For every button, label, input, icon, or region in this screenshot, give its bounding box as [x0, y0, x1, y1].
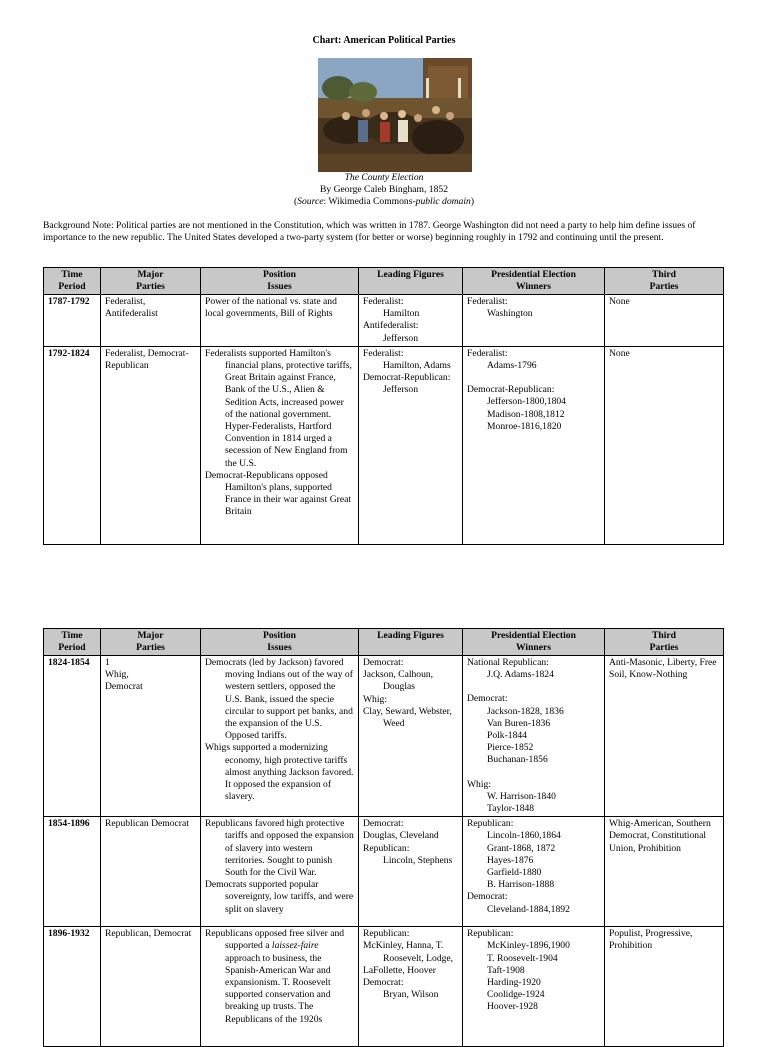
row-parties: Republican, Democrat [101, 927, 201, 1047]
header-major-parties: Major Parties [101, 268, 201, 295]
row-third-parties: Anti-Masonic, Liberty, Free Soil, Know-Nothing [605, 656, 724, 817]
header-position-issues: Position Issues [201, 268, 359, 295]
row-figures: Democrat: Jackson, Calhoun, Douglas Whig: Clay, Seward, Webster, Weed [359, 656, 463, 817]
row-third-parties: Populist, Progressive, Prohibition [605, 927, 724, 1047]
row-winners: National Republican: J.Q. Adams-1824 Democrat: Jackson-1828, 1836 Van Buren-1836 Polk-1844 Pierce-1852 Buchanan-1856 Whig: W. Harrison-1840 Taylor-1848 [463, 656, 605, 817]
table-row [44, 656, 724, 817]
caption-byline: By George Caleb Bingham, 1852 [320, 184, 448, 195]
row-winners: Federalist: Washington [463, 295, 605, 347]
row-parties: Republican Democrat [101, 817, 201, 927]
header-election-winners: Presidential Election Winners [463, 629, 605, 656]
header-third-parties: Third Parties [605, 268, 724, 295]
header-election-winners: Presidential Election Winners [463, 268, 605, 295]
row-issues: Democrats (led by Jackson) favored moving Indians out of the way of western settlers, opposed the U.S. Bank, issued the specie circular to support pet banks, and the expansion of the U.S. Opposed tariffs. Whigs supported a modernizing economy, high protective tariffs almost anything Jackson favored. It opposed the expansion of slavery. [201, 656, 359, 817]
row-parties: 1 Whig, Democrat [101, 656, 201, 817]
row-issues: Federalists supported Hamilton's financial plans, protective tariffs, Great Britain against France, Bank of the U.S., Alien & Sedition Acts, increased power of the national government. Hyper-Federalists, Hartford Convention in 1814 urged a secession of New England from the U.S. Democrat-Republicans opposed Hamilton's plans, supported France in their war against Great Britain [201, 346, 359, 544]
row-third-parties: None [605, 295, 724, 347]
header-third-parties: Third Parties [605, 629, 724, 656]
row-parties: Federalist, Antifederalist [101, 295, 201, 347]
header-leading-figures: Leading Figures [359, 268, 463, 295]
row-period: 1792-1824 [44, 346, 101, 544]
row-winners: Federalist: Adams-1796 Democrat-Republican: Jefferson-1800,1804 Madison-1808,1812 Monroe-1816,1820 [463, 346, 605, 544]
row-issues: Power of the national vs. state and local governments, Bill of Rights [201, 295, 359, 347]
row-third-parties: None [605, 346, 724, 544]
table-row [44, 817, 724, 927]
header-time-period: Time Period [44, 268, 101, 295]
row-period: 1854-1896 [44, 817, 101, 927]
header-time-period: Time Period [44, 629, 101, 656]
parties-table-2 [43, 628, 724, 1047]
caption-title: The County Election [344, 172, 424, 183]
caption-source: (Source: Wikimedia Commons-public domain) [293, 196, 475, 207]
row-issues: Republicans favored high protective tariffs and opposed the expansion of slavery into western territories. Sought to punish South for the Civil War. Democrats supported popular sovereignty, low tariffs, and were split on slavery [201, 817, 359, 927]
table-header-row [44, 629, 724, 656]
row-period: 1787-1792 [44, 295, 101, 347]
row-figures: Republican: McKinley, Hanna, T. Roosevelt, Lodge, LaFollette, Hoover Democrat: Bryan, Wilson [359, 927, 463, 1047]
header-leading-figures: Leading Figures [359, 629, 463, 656]
header-major-parties: Major Parties [101, 629, 201, 656]
row-figures: Federalist: Hamilton Antifederalist: Jefferson [359, 295, 463, 347]
row-period: 1896-1932 [44, 927, 101, 1047]
image-caption [0, 172, 768, 208]
header-position-issues: Position Issues [201, 629, 359, 656]
table-header-row [44, 268, 724, 295]
row-issues: Republicans opposed free silver and supported a laissez-faire approach to business, the Spanish-American War and expansionism. T. Roosevelt supported conservation and breaking up trusts. The Republicans of the 1920s [201, 927, 359, 1047]
table-row [44, 295, 724, 347]
row-parties: Federalist, Democrat-Republican [101, 346, 201, 544]
parties-table-1 [43, 267, 724, 545]
row-figures: Democrat: Douglas, Cleveland Republican: Lincoln, Stephens [359, 817, 463, 927]
background-note: Background Note: Political parties are not mentioned in the Constitution, which was written in 1787. George Washington did not need a party to help him define issues of importance to the new republic. The United States developed a two-party system (for better or worse) beginning roughly in 1792 and continuing until the present. [43, 220, 696, 244]
table-row [44, 346, 724, 544]
page-title: Chart: American Political Parties [312, 35, 456, 46]
row-period: 1824-1854 [44, 656, 101, 817]
row-winners: Republican: Lincoln-1860,1864 Grant-1868, 1872 Hayes-1876 Garfield-1880 B. Harrison-1888 Democrat: Cleveland-1884,1892 [463, 817, 605, 927]
county-election-painting [318, 58, 472, 172]
row-figures: Federalist: Hamilton, Adams Democrat-Republican: Jefferson [359, 346, 463, 544]
table-row [44, 927, 724, 1047]
row-third-parties: Whig-American, Southern Democrat, Constitutional Union, Prohibition [605, 817, 724, 927]
row-winners: Republican: McKinley-1896,1900 T. Roosevelt-1904 Taft-1908 Harding-1920 Coolidge-1924 Hoover-1928 [463, 927, 605, 1047]
